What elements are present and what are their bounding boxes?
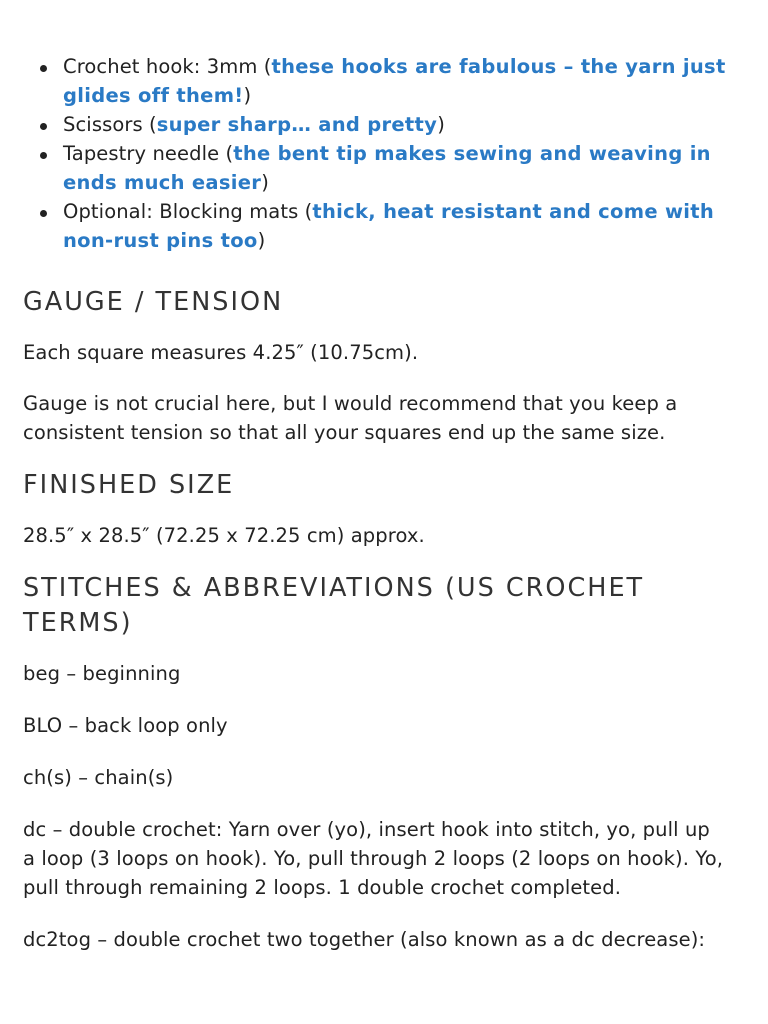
abbreviation-dc2tog: dc2tog – double crochet two together (also known as a dc decrease): (23, 928, 706, 951)
abbreviation-beg: beg – beginning (23, 662, 181, 685)
item-text: Tapestry needle ( (63, 142, 234, 165)
item-suffix: ) (261, 171, 269, 194)
item-text: Scissors ( (63, 113, 157, 136)
list-item (23, 110, 728, 139)
bullet-icon (40, 152, 47, 159)
finished-size-text: 28.5″ x 28.5″ (72.25 x 72.25 cm) approx. (23, 524, 425, 547)
square-size-text: Each square measures 4.25″ (10.75cm). (23, 341, 419, 364)
finished-size-heading: FINISHED SIZE (23, 470, 235, 500)
gauge-note-text: Gauge is not crucial here, but I would recommend that you keep a consistent tension so that all your squares end up the same size. (23, 392, 678, 444)
stitches-heading: STITCHES & ABBREVIATIONS (US CROCHET TERMS) (23, 573, 645, 638)
bullet-icon (40, 123, 47, 130)
item-suffix: ) (437, 113, 445, 136)
blocking-mats-link[interactable]: thick, heat resistant and come with non-rust pins too (63, 200, 715, 252)
bullet-icon (40, 210, 47, 217)
abbreviation-dc: dc – double crochet: Yarn over (yo), insert hook into stitch, yo, pull up a loop (3 loops on hook). Yo, pull through 2 loops (2 loops on hook). Yo, pull through remaining 2 loops. 1 double crochet completed. (23, 818, 724, 899)
item-suffix: ) (257, 229, 266, 252)
item-text: Optional: Blocking mats ( (63, 200, 313, 223)
item-text: Crochet hook: 3mm ( (63, 55, 272, 78)
scissors-link[interactable]: super sharp… and pretty (156, 113, 438, 136)
abbreviation-ch: ch(s) – chain(s) (23, 766, 174, 789)
crochet-hook-link[interactable]: these hooks are fabulous – the yarn just glides off them! (63, 55, 726, 107)
gauge-heading: GAUGE / TENSION (23, 287, 284, 317)
abbreviation-blo: BLO – back loop only (23, 714, 228, 737)
list-item (23, 197, 728, 255)
list-item (23, 139, 728, 197)
materials-list (23, 52, 728, 255)
item-suffix: ) (243, 84, 252, 107)
bullet-icon (40, 65, 47, 72)
list-item (23, 52, 728, 110)
tapestry-needle-link[interactable]: the bent tip makes sewing and weaving in ends much easier (63, 142, 711, 194)
